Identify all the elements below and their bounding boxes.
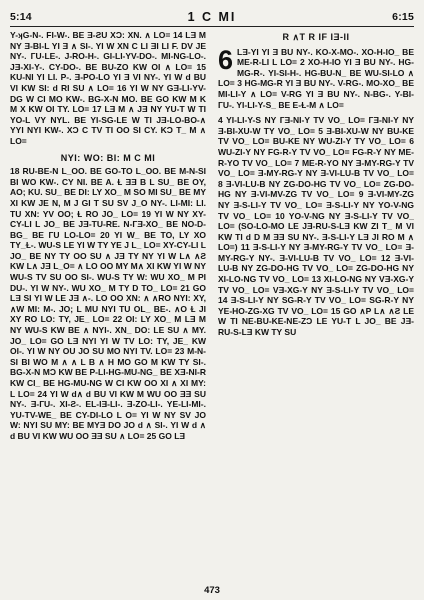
chapter-opening-text: LƎ-YI YI Ǝ BU NY-. KO-X-MO-. XO-H-IO_ BE ME-R-LI L LO= 2 XO-H-IO YI Ǝ BU NY-. HG-MG-R-. YI-SI-H-. HG-BU-N_ BE WU-SI-LO ∧ LO= 3 HG-MG-R YI Ǝ BU NY-. V-RG-. MO-XO_ BE MI-LI-Y ∧ LO= V-RG YI Ǝ BU NY-. N-BG-. Y-BI-ГU-. YI-LI-Y-S_ BE E-Ɫ-M ∧ LO= [218,46,414,110]
right-column [218,30,414,582]
right-paragraph-2: 4 YI-LI-Y-S NY ГƎ-NI-Y TV VO_ LO= ГƎ-NI-Y NY Ǝ-BI-XU-W TY VO_ LO= 5 Ǝ-BI-XU-W NY BU-KE TV VO_ LO= BU-KE NY WU-ZI-Y TY VO_ LO= 6 WU-ZI-Y NY FG-R-Y TV VO_ LO= FG-R-Y NY ME-R-YO TV VO_ LO= 7 ME-R-YO NY Ǝ-MY-RG-Y TV VO_ LO= Ǝ-MY-RG-Y NY Ǝ-VI-LU-B TV VO_ LO= 8 Ǝ-VI-LU-B NY ZG-DO-HG TV VO_ LO= ZG-DO-HG NY Ǝ-VI-MV-ZG TV VO_ LO= 9 Ǝ-VI-MY-ZG NY Ǝ-S-LI-Y TV VO_ LO= Ǝ-S-LI-Y NY YO-V-NG TV VO_ LO= 10 YO-V-NG NY Ǝ-S-LI-Y TV VO_ LO= (SO-LO-MO LE JƎ-RU-S-LƎ KW ZI T_ M VI KW TI d D M ƎƎ SU NY-. Ǝ-S-LI-Y LƎ JI RO M ∧ LO=) 11 Ǝ-S-LI-Y NY Ǝ-MY-RG-Y TV VO_ LO= Ǝ-MY-RG-Y NY-. Ǝ-VI-LU-B TV VO_ LO= 12 Ǝ-VI-LU-B NY ZG-DO-HG TV VO_ LO= ZG-DO-HG NY XI-LO-NG TV VO_ LO= 13 XI-LO-NG NY VƎ-XG-Y TV VO_ LO= VƎ-XG-Y NY Ǝ-S-LI-Y TV VO_ LO= 14 Ǝ-S-LI-Y NY SG-R-Y TV VO_ LO= SG-R-Y NY YE-HO-ZG-XG TV VO_ LO= 15 GO ∧P L∧ ∧Ƨ LE W TI NE-BU-KE-NE-ZƆ LE YU-T L JO_ BE JƎ-RU-S-LƎ KW TY SU [218,115,414,338]
left-section-title: NYI: WO: BI: M C MI [60,152,156,163]
left-paragraph-2: 18 RU-BE-N L_OO. BE GO-TO L_OO. BE M-N-SI BI WO KW-. CY NI. BE A. Ɫ ƎƎ B L SU_ BE OY, AO; KU. SU_ BE DƖ: LY XO_ M SO MI SU_ BE MY XI KW JE N, M J GI T SU SV J_O NY-. LI-MI: LI. TU XN: YV OO; Ɫ RO JO_ LO= 19 YI W NY XY-CY-LI L JO_ BE JƎ-TU-RE. N-ГƎ-XO_ BE NO-D-BG_ BE ГU LO-LO= 20 YI W_ BE TO, LY XO TY_Ɫ-. WU-S LE YI W TY YE J L_ LO= XY-CY-LI L JO_ BE NY TY OO SU ∧ JƎ TY NY YI W L∧ ∧Ƨ KW L∧ JƎ L_O= ∧ LO OO MY M∧ XI KW YI W NY WU-S TV SU OO SI-. WU-S TY W: WU XO_ M PI DU-. YI W NY-. WU XO_ M TY D TO_ LO= 21 GO LƎ SI YI W LE JƎ ∧-. LO OO XN: ∧ ∧RO NYI: XY, ∧W MI: M-. JO; L MU NYI TU OL_ BE-. ∧O Ɫ JI XY RO LO: TY, JE_ LO= 22 OI: LY XO_ M LƎ M NY WU-S KW BE ∧ NYI-. XN_ DO: LE SU ∧ MY. JO_ LO= GO LƎ NYI YI W TV LO: TY, JE_ KW OI-. YI W NY OU JO SU MO NYI TV. LO= 23 M-N-SI BI WO M ∧ ∧ L B ∧ H MO GO M KW TY SI-. BG-X-N MƆ KW BE P-LI-HG-MU-NG_ BE XƎ-NI-R KW CI_ BE HG-MU-NG W CI KW OO XI ∧ XI MY: L LO= 24 YI W d∧ d BU VI KW M WU OO ƎƎ SU NY-. Ǝ-ГU-. XI-Ƨ-. EL-IƎ-LI-. Ǝ-ZO-LI-. YE-LI-MI-. YU-TV-WE_ BE CY-DI-LO L O= YI W NY SV JO W: NYI SU MY: BE MYƎ DO JO d ∧ SI-. YI W d ∧ d BU VI KW WU OO ƎƎ SU ∧ LO= 25 GO LƎ [10,166,206,441]
page-number: 473 [204,585,220,596]
header-right-reference: 6:15 [392,11,414,23]
running-header [10,8,414,26]
header-left-reference: 5:14 [10,11,32,23]
chapter-section-title: R ∧T R IF IƎ-ƖI [282,32,350,42]
left-paragraph-1: Y-ʞG-N-. FI-W-. BE Ǝ-ƧU XƆ: XN. ∧ LO= 14 LƎ M NY Ǝ-BI-L YI Ǝ ∧ SI-. YI W XN C LI ƎI LI F. DV JE NY-. ГU-LE-. J-RO-H-. GI-LI-YV-DO-. MI-NG-LO-. JƎ-XI-Y-. CY-DO-. BE BU-ZO KW OI ∧ LO= 15 KU-NI YI LI. P-. Ǝ-PO-LO YI Ǝ VI NY-. YI W d BU VI KW SI: d RI SU ∧ LO= 16 YI W NY GƎ-LI-YV-DG W CI MO KW-. BG-X-N MO. BE GO KW M K M X KW OI TY. LO= 17 LƎ M ∧ JƎ NY YU-T W TI YO-L VY NYL. BE YI-SG-LE W TI JƎ-LO-BO-∧ YYI NYI KW-. XƆ C TV TI OO SI CY. KƆ T_ M ∧ LO= [10,30,206,146]
header-rule [10,26,414,27]
chapter-number-dropcap: 6 [218,44,234,75]
header-book-title: 1 C MI [187,10,237,24]
left-column [10,30,206,582]
chapter-opening-paragraph [218,44,414,111]
